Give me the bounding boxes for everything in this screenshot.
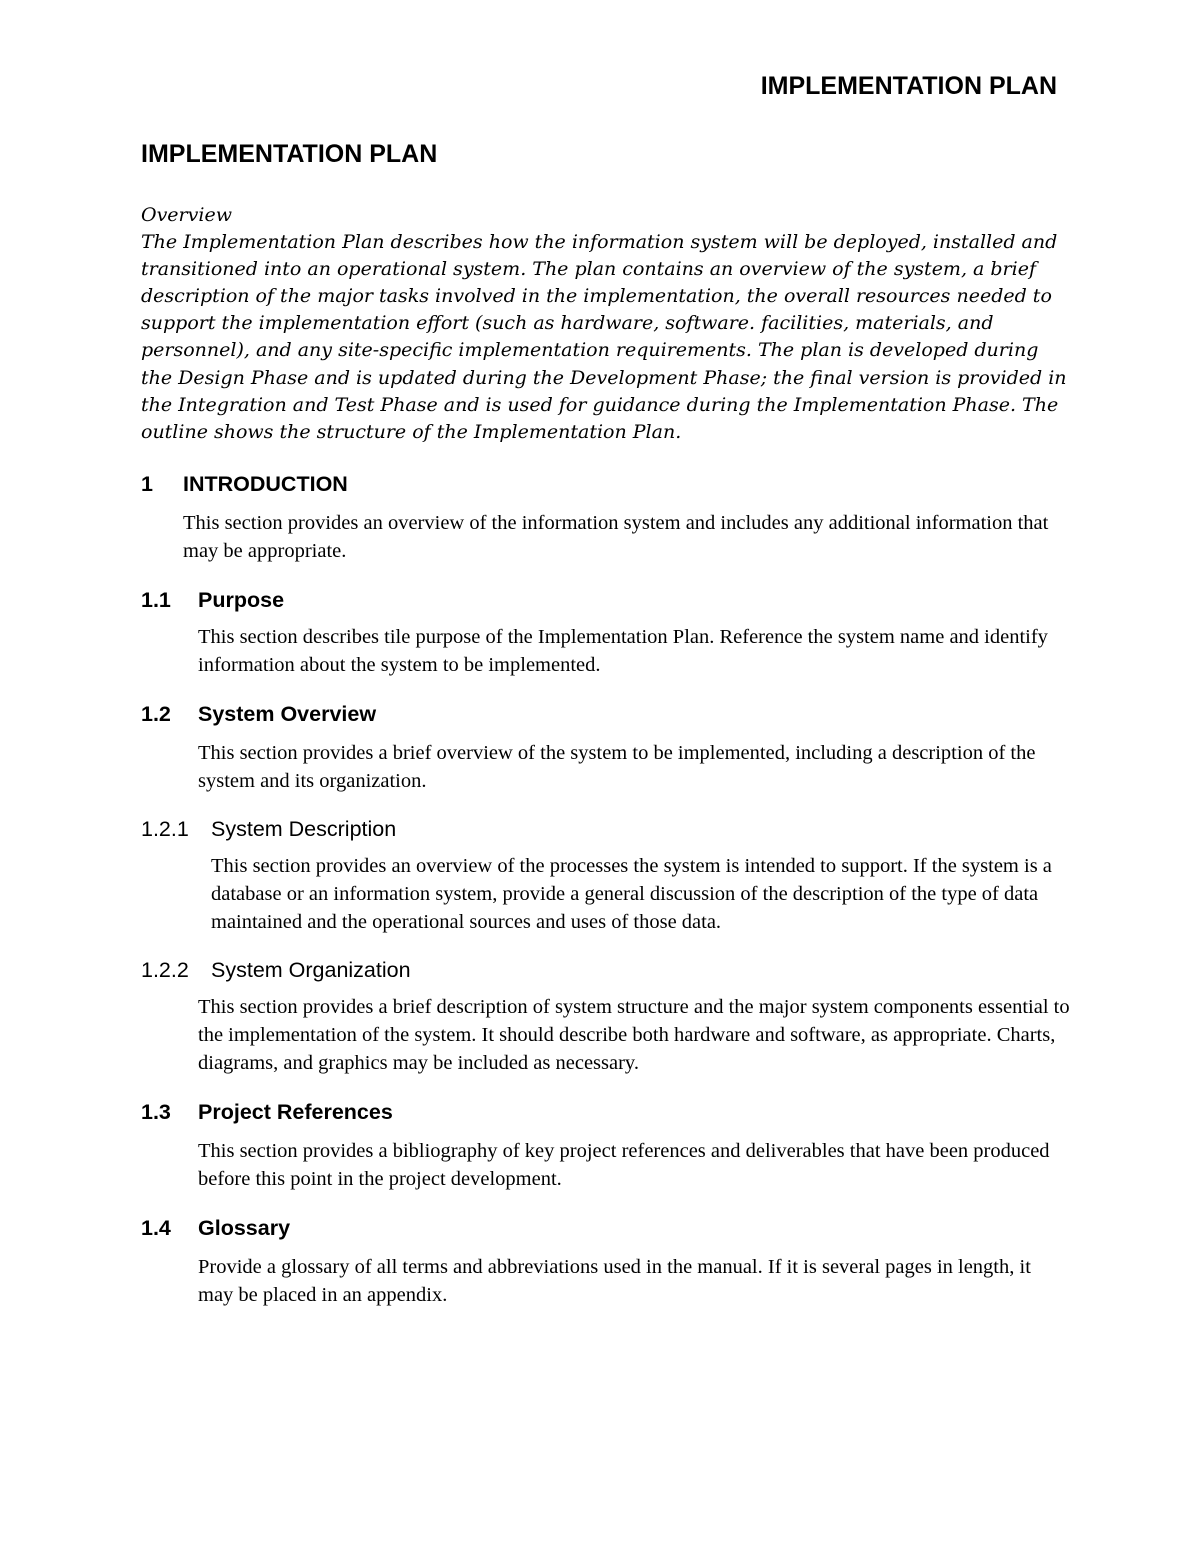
section-system-overview xyxy=(141,702,1071,795)
document-title: IMPLEMENTATION PLAN xyxy=(141,140,438,168)
running-header: IMPLEMENTATION PLAN xyxy=(760,72,1057,100)
section-body: This section describes tile purpose of the Implementation Plan. Reference the system name and identify information about the system to be implemented. xyxy=(198,625,1048,676)
section-body: This section provides an overview of the processes the system is intended to support. If the system is a database or an information system, provide a general discussion of the description of the type of data maintained and the operational sources and uses of those data. xyxy=(211,854,1052,933)
section-number: 1.4 xyxy=(141,1215,171,1240)
section-number: 1.3 xyxy=(141,1099,171,1124)
section-introduction xyxy=(141,472,1071,565)
section-body: This section provides a bibliography of key project references and deliverables that have been produced before this point in the project development. xyxy=(198,1139,1050,1190)
section-heading xyxy=(141,1100,1071,1125)
section-heading xyxy=(141,1216,1071,1241)
section-number: 1.2.2 xyxy=(141,957,189,982)
section-system-description xyxy=(141,817,1071,936)
section-number: 1.2.1 xyxy=(141,816,189,841)
section-system-organization xyxy=(141,958,1071,1077)
section-purpose xyxy=(141,588,1071,679)
section-body: Provide a glossary of all terms and abbreviations used in the manual. If it is several pages in length, it may be placed in an appendix. xyxy=(198,1255,1031,1306)
section-body: This section provides a brief description of system structure and the major system components essential to the implementation of the system. It should describe both hardware and software, as appropriate. Charts, diagrams, and graphics may be included as necessary. xyxy=(198,995,1070,1074)
section-heading xyxy=(141,472,1071,497)
section-title: System Overview xyxy=(198,701,377,726)
section-number: 1 xyxy=(141,471,153,496)
section-body: This section provides an overview of the information system and includes any additional information that may be appropriate. xyxy=(183,511,1049,562)
section-title: INTRODUCTION xyxy=(183,471,348,496)
section-title: System Description xyxy=(211,816,397,841)
section-heading xyxy=(141,702,1071,727)
section-heading xyxy=(141,588,1071,613)
section-number: 1.2 xyxy=(141,701,171,726)
section-glossary xyxy=(141,1216,1071,1309)
section-title: Glossary xyxy=(198,1215,291,1240)
section-heading xyxy=(141,817,1071,842)
section-project-references xyxy=(141,1100,1071,1193)
overview-label: Overview xyxy=(141,204,232,226)
section-body: This section provides a brief overview of the system to be implemented, including a description of the system and its organization. xyxy=(198,741,1036,792)
section-heading xyxy=(141,958,1071,983)
section-title: Purpose xyxy=(198,587,285,612)
document-content xyxy=(141,140,1071,1309)
overview-text: The Implementation Plan describes how the information system will be deployed, installed and transitioned into an operational system. The plan contains an overview of the system, a brief description of the major tasks involved in the implementation, the overall resources needed to support the implementation effort (such as hardware, software. facilities, materials, and personnel), and any site-specific implementation requirements. The plan is developed during the Design Phase and is updated during the Development Phase; the final version is provided in the Integration and Test Phase and is used for guidance during the Implementation Phase. The outline shows the structure of the Implementation Plan. xyxy=(141,231,1067,443)
section-title: Project References xyxy=(198,1099,393,1124)
overview-block xyxy=(141,202,1071,446)
section-number: 1.1 xyxy=(141,587,171,612)
section-title: System Organization xyxy=(211,957,411,982)
